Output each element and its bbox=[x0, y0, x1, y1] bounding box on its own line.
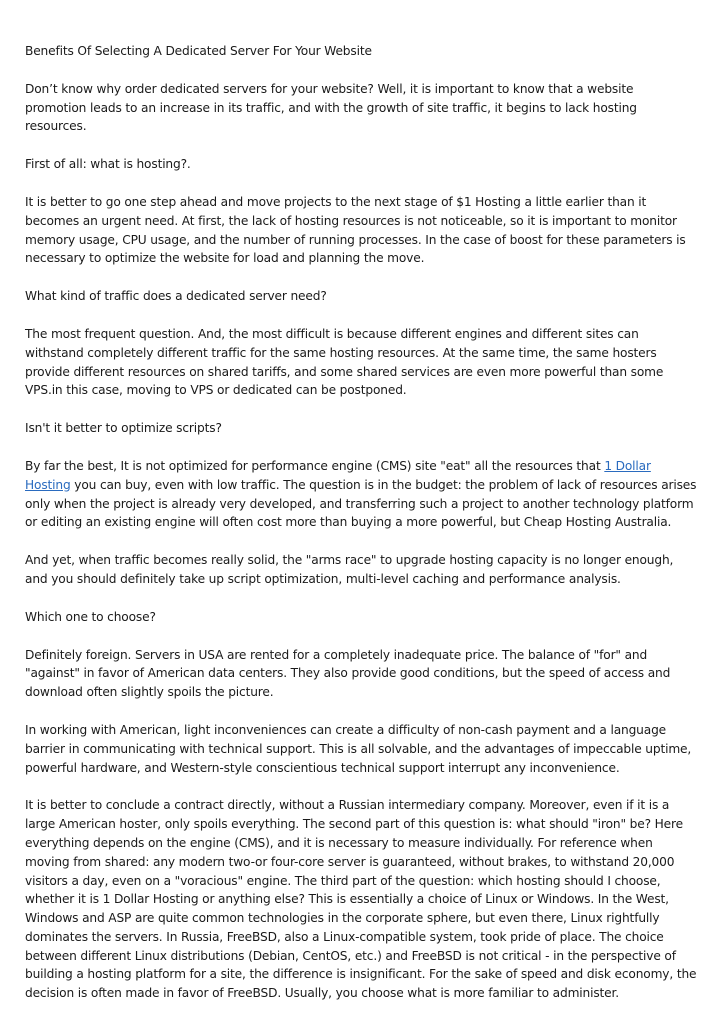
paragraph-step-ahead: It is better to go one step ahead and move projects to the next stage of $1 Hosting a little earlier than it becomes an urgent need. At first, the lack of hosting resources is not noticeable, so it is important to monitor memory usage, CPU usage, and the number of running processes. In the case of boost for these parameters is necessary to optimize the website for load and planning the move. bbox=[25, 194, 686, 266]
paragraph-optimization-after: you can buy, even with low traffic. The question is in the budget: the problem of lack of resources arises only when the project is already very developed, and transferring such a project to another technology platform or editing an existing engine will often cost more than buying a more powerful, but Cheap Hosting Australia. bbox=[25, 477, 697, 530]
paragraph-optimization-before: By far the best, It is not optimized for performance engine (CMS) site "eat" all the resources that bbox=[25, 458, 605, 473]
section-heading-optimize-scripts: Isn't it better to optimize scripts? bbox=[25, 421, 222, 436]
paragraph-contract: It is better to conclude a contract directly, without a Russian intermediary company. Moreover, even if it is a large American hoster, only spoils everything. The second part of this question is: what should "iron" be? Here everything depends on the engine (CMS), and it is necessary to measure individually. For reference when moving from shared: any modern two-or four-core server is guaranteed, without brakes, to withstand 20,000 visitors a day, even on a "voracious" engine. The third part of the question: which hosting should I choose, whether it is 1 Dollar Hosting or anything else? This is essentially a choice of Linux or Windows. In the West, Windows and ASP are quite common technologies in the corporate sphere, but even there, Linux rightfully dominates the servers. In Russia, FreeBSD, also a Linux-compatible system, took pride of place. The choice between different Linux distributions (Debian, CentOS, etc.) and FreeBSD is not critical - in the perspective of building a hosting platform for a site, the difference is insignificant. For the sake of speed and disk economy, the decision is often made in favor of FreeBSD. Usually, you choose what is more familiar to administer. bbox=[25, 798, 697, 1001]
paragraph-intro: Don’t know why order dedicated servers for your website? Well, it is important to know that a website promotion leads to an increase in its traffic, and with the growth of site traffic, it begins to lack hosting resources. bbox=[25, 81, 637, 134]
paragraph-foreign: Definitely foreign. Servers in USA are rented for a completely inadequate price. The balance of "for" and "against" in favor of American data centers. They also provide good conditions, but the speed of access and download often slightly spoils the picture. bbox=[25, 647, 671, 700]
paragraph-frequent-question: The most frequent question. And, the most difficult is because different engines and different sites can withstand completely different traffic for the same hosting resources. At the same time, the same hosters provide different resources on shared tariffs, and some shared services are even more powerful than some VPS.in this case, moving to VPS or dedicated can be postponed. bbox=[25, 326, 664, 398]
one-dollar-hosting-link[interactable]: 1 Dollar Hosting bbox=[25, 458, 651, 492]
section-heading-traffic: What kind of traffic does a dedicated server need? bbox=[25, 289, 327, 304]
article-title: Benefits Of Selecting A Dedicated Server For Your Website bbox=[25, 44, 372, 58]
document-body bbox=[25, 42, 697, 1022]
section-heading-which-one: Which one to choose? bbox=[25, 609, 156, 624]
paragraph-optimization bbox=[25, 457, 697, 532]
paragraph-american: In working with American, light inconveniences can create a difficulty of non-cash payment and a language barrier in communicating with technical support. This is all solvable, and the advantages of impeccable uptime, powerful hardware, and Western-style conscientious technical support interrupt any inconvenience. bbox=[25, 722, 692, 775]
section-heading-what-is-hosting: First of all: what is hosting?. bbox=[25, 157, 191, 172]
paragraph-arms-race: And yet, when traffic becomes really solid, the "arms race" to upgrade hosting capacity is no longer enough, and you should definitely take up script optimization, multi-level caching and performance analysis. bbox=[25, 553, 674, 586]
